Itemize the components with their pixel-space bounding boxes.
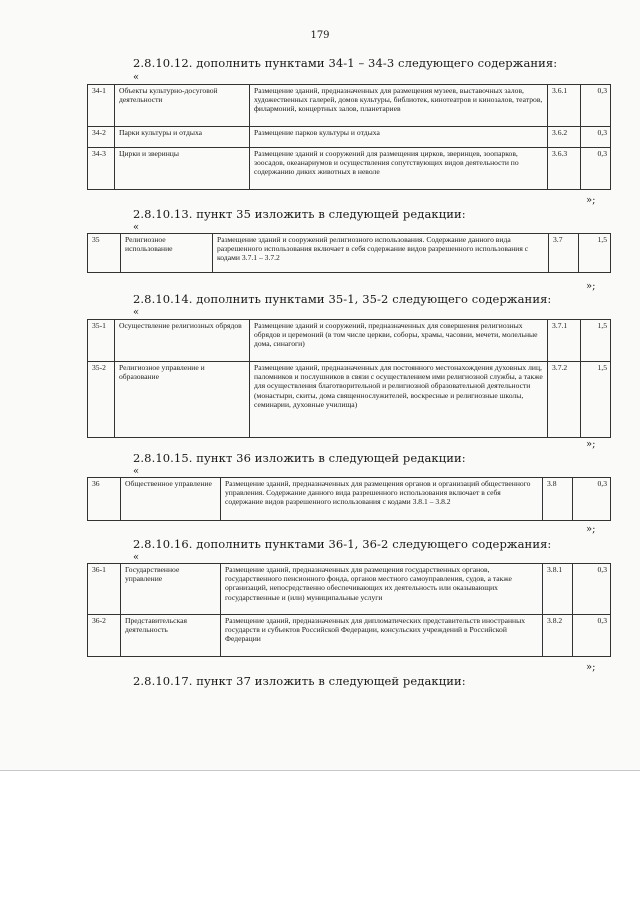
table-row xyxy=(88,615,611,657)
row-code: 3.6.2 xyxy=(548,127,581,148)
section-heading: 2.8.10.12. дополнить пунктами 34-1 – 34-3 следующего содержания: xyxy=(133,56,558,70)
row-description: Размещение зданий, предназначенных для постоянного местонахождения духовных лиц, паломников и послушников в связи с осуществлением ими религиозной службы, а также для осуществления благотворительной и религиозной образовательной деятельности (монастыри, скиты, дома священнослужителей, воскресные и религиозные школы, семинарии, духовные училища) xyxy=(250,362,548,438)
table-35-ext xyxy=(87,319,611,438)
table-row xyxy=(88,564,611,615)
row-name: Осуществление религиозных обрядов xyxy=(115,320,250,362)
table-row xyxy=(88,85,611,127)
section-heading: 2.8.10.15. пункт 36 изложить в следующей редакции: xyxy=(133,451,466,465)
table-row xyxy=(88,234,611,273)
row-name: Цирки и зверинцы xyxy=(115,148,250,190)
table-36-ext xyxy=(87,563,611,657)
row-name: Представительская деятельность xyxy=(121,615,221,657)
open-quote: « xyxy=(133,72,140,83)
table-34 xyxy=(87,84,611,190)
row-value: 0,3 xyxy=(581,85,611,127)
row-description: Размещение зданий, предназначенных для размещения музеев, выставочных залов, художественных галерей, домов культуры, библиотек, кинотеатров и кинозалов, театров, филармоний, концертных залов, планетариев xyxy=(250,85,548,127)
row-number: 34-1 xyxy=(88,85,115,127)
row-name: Общественное управление xyxy=(121,478,221,521)
row-code: 3.7 xyxy=(549,234,579,273)
section-heading: 2.8.10.17. пункт 37 изложить в следующей редакции: xyxy=(133,674,466,688)
row-number: 36 xyxy=(88,478,121,521)
row-number: 35-2 xyxy=(88,362,115,438)
row-number: 35-1 xyxy=(88,320,115,362)
table-35 xyxy=(87,233,611,273)
open-quote: « xyxy=(133,466,140,477)
page-number: 179 xyxy=(310,30,330,41)
row-value: 1,5 xyxy=(579,234,611,273)
section-heading: 2.8.10.14. дополнить пунктами 35-1, 35-2 следующего содержания: xyxy=(133,292,552,306)
row-description: Размещение парков культуры и отдыха xyxy=(250,127,548,148)
close-quote: »; xyxy=(586,662,596,673)
row-description: Размещение зданий, предназначенных для дипломатических представительств иностранных государств и субъектов Российской Федерации, консульских учреждений в Российской Федерации xyxy=(221,615,543,657)
row-description: Размещение зданий и сооружений религиозного использования. Содержание данного вида разрешенного использования включает в себя содержание видов разрешенного использования с кодами 3.7.1 – 3.7.2 xyxy=(213,234,549,273)
table-row xyxy=(88,320,611,362)
row-name: Религиозное управление и образование xyxy=(115,362,250,438)
row-name: Объекты культурно-досуговой деятельности xyxy=(115,85,250,127)
table-36 xyxy=(87,477,611,521)
table-row xyxy=(88,148,611,190)
row-value: 1,5 xyxy=(581,320,611,362)
close-quote: »; xyxy=(586,281,596,292)
section-heading: 2.8.10.13. пункт 35 изложить в следующей редакции: xyxy=(133,207,466,221)
row-value: 0,3 xyxy=(573,564,611,615)
row-code: 3.8.2 xyxy=(543,615,573,657)
row-value: 0,3 xyxy=(581,148,611,190)
row-code: 3.7.1 xyxy=(548,320,581,362)
row-description: Размещение зданий, предназначенных для размещения органов и организаций общественного управления. Содержание данного вида разрешенного использования включает в себя содержание видов разрешенного использования с кодами 3.8.1 – 3.8.2 xyxy=(221,478,543,521)
row-description: Размещение зданий и сооружений для размещения цирков, зверинцев, зоопарков, зоосадов, океанариумов и осуществления сопутствующих видов деятельности по содержанию диких животных в неволе xyxy=(250,148,548,190)
row-number: 34-3 xyxy=(88,148,115,190)
row-code: 3.7.2 xyxy=(548,362,581,438)
row-value: 1,5 xyxy=(581,362,611,438)
row-description: Размещение зданий и сооружений, предназначенных для совершения религиозных обрядов и церемоний (в том числе церкви, соборы, храмы, часовни, мечети, молельные дома, синагоги) xyxy=(250,320,548,362)
open-quote: « xyxy=(133,552,140,563)
row-name: Государственное управление xyxy=(121,564,221,615)
table-row xyxy=(88,127,611,148)
row-value: 0,3 xyxy=(581,127,611,148)
row-value: 0,3 xyxy=(573,615,611,657)
row-number: 36-2 xyxy=(88,615,121,657)
row-code: 3.8.1 xyxy=(543,564,573,615)
table-row xyxy=(88,362,611,438)
row-description: Размещение зданий, предназначенных для размещения государственных органов, государственного пенсионного фонда, органов местного самоуправления, судов, а также организаций, непосредственно обеспечивающих их деятельность или оказывающих государственные и (или) муниципальные услуги xyxy=(221,564,543,615)
row-number: 35 xyxy=(88,234,121,273)
open-quote: « xyxy=(133,222,140,233)
table-row xyxy=(88,478,611,521)
row-code: 3.6.1 xyxy=(548,85,581,127)
row-name: Парки культуры и отдыха xyxy=(115,127,250,148)
row-code: 3.8 xyxy=(543,478,573,521)
row-value: 0,3 xyxy=(573,478,611,521)
open-quote: « xyxy=(133,307,140,318)
close-quote: »; xyxy=(586,439,596,450)
section-heading: 2.8.10.16. дополнить пунктами 36-1, 36-2 следующего содержания: xyxy=(133,537,552,551)
close-quote: »; xyxy=(586,195,596,206)
row-number: 36-1 xyxy=(88,564,121,615)
row-code: 3.6.3 xyxy=(548,148,581,190)
row-number: 34-2 xyxy=(88,127,115,148)
close-quote: »; xyxy=(586,524,596,535)
row-name: Религиозное использование xyxy=(121,234,213,273)
